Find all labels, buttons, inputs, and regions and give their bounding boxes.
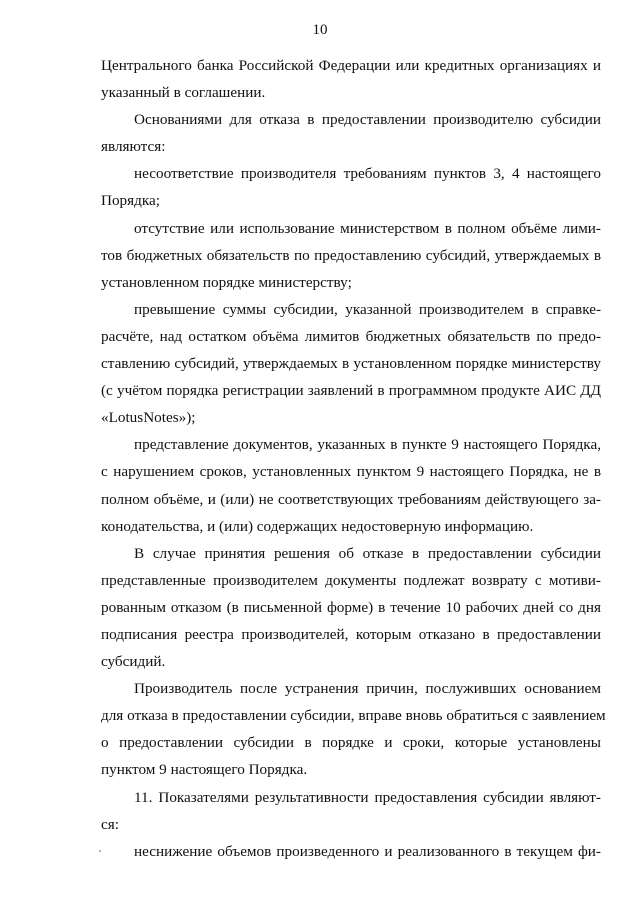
text-line: являются: [101, 138, 166, 156]
text-line: «LotusNotes»); [101, 409, 196, 427]
text-line: установленном порядке министерству; [101, 273, 352, 291]
text-line: отсутствие или использование министерством в полном объёме лими- [134, 219, 601, 237]
text-line: подписания реестра производителей, которым отказано в предоставлении [101, 625, 601, 643]
text-line: представление документов, указанных в пункте 9 настоящего Порядка, [134, 436, 601, 454]
text-line: превышение суммы субсидии, указанной производителем в справке- [134, 300, 601, 318]
text-line: указанный в соглашении. [101, 84, 266, 102]
text-line: Центрального банка Российской Федерации или кредитных организациях и [101, 57, 601, 74]
text-line: с нарушением сроков, установленных пунктом 9 настоящего Порядка, не в [101, 463, 601, 481]
text-line: Порядка; [101, 192, 160, 210]
text-line: 11. Показателями результативности предоставления субсидии являют- [134, 788, 601, 806]
text-line: неснижение объемов произведенного и реализованного в текущем фи- [134, 842, 601, 860]
text-line: для отказа в предоставлении субсидии, вправе вновь обратиться с заявлением [101, 707, 606, 725]
page-number: 10 [312, 22, 328, 38]
text-line: рованным отказом (в письменной форме) в течение 10 рабочих дней со дня [101, 598, 601, 616]
text-line: субсидий. [101, 653, 166, 671]
text-line: расчёте, над остатком объёма лимитов бюджетных обязательств по предо- [101, 327, 601, 345]
text-line: ставлению субсидий, утверждаемых в установленном порядке министерству [101, 355, 601, 373]
text-line: В случае принятия решения об отказе в предоставлении субсидии [134, 544, 601, 562]
text-line: (с учётом порядка регистрации заявлений в программном продукте АИС ДД [101, 382, 601, 400]
text-line: полном объёме, и (или) не соответствующих требованиям действующего за- [101, 490, 601, 508]
text-line: несоответствие производителя требованиям пунктов 3, 4 настоящего [134, 165, 601, 183]
text-line: пунктом 9 настоящего Порядка. [101, 761, 308, 779]
text-line: Основаниями для отказа в предоставлении производителю субсидии [134, 111, 601, 129]
text-line: Производитель после устранения причин, послуживших основанием [134, 680, 601, 698]
document-body [101, 52, 606, 865]
scan-speck [99, 850, 101, 852]
text-line: представленные производителем документы подлежат возврату с мотиви- [101, 571, 601, 589]
text-line: ся: [101, 815, 119, 833]
text-line: тов бюджетных обязательств по предоставлению субсидий, утверждаемых в [101, 246, 601, 264]
text-line: о предоставлении субсидии в порядке и сроки, которые установлены [101, 734, 601, 752]
text-line: конодательства, и (или) содержащих недостоверную информацию. [101, 517, 534, 535]
